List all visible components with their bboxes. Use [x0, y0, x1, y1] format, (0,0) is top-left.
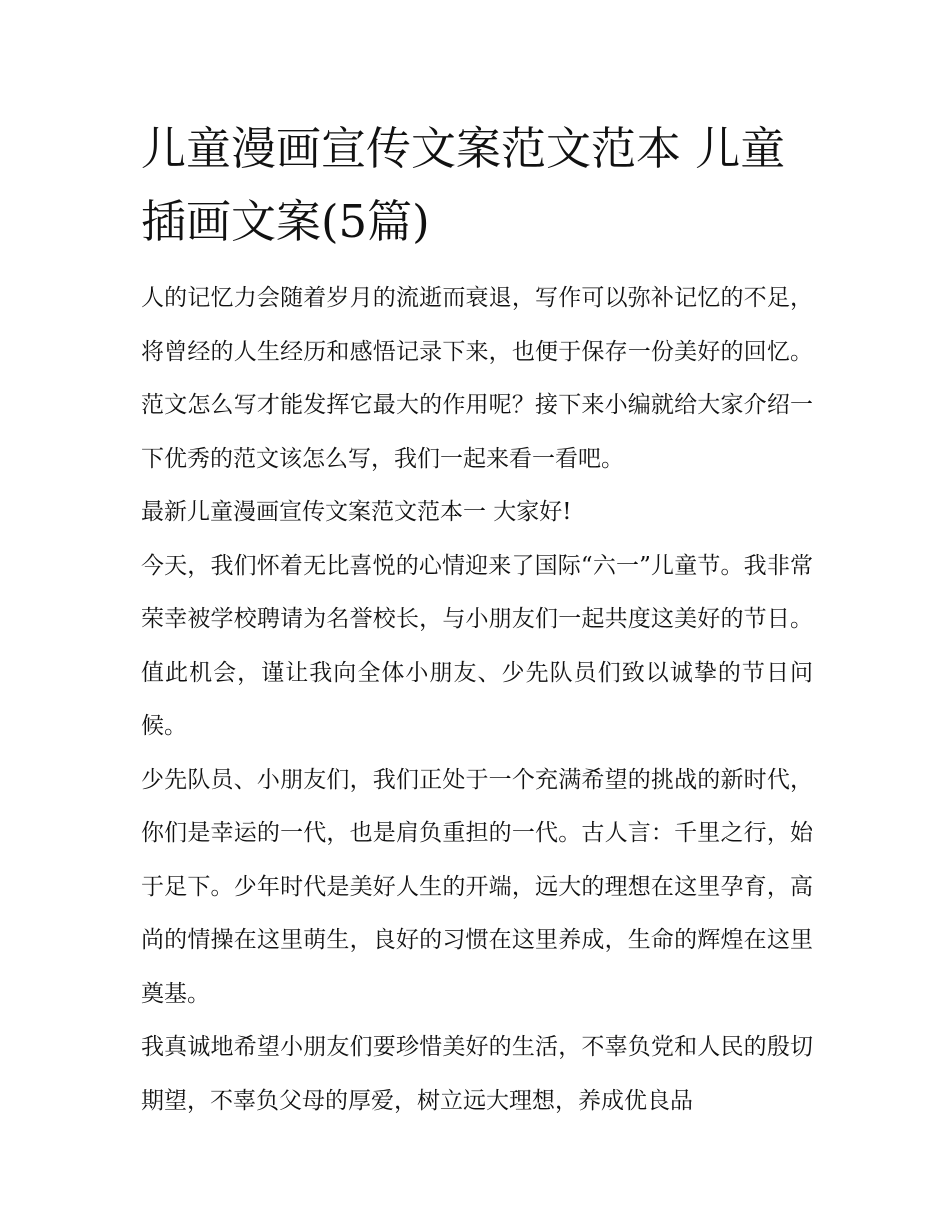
paragraph-intro: 人的记忆力会随着岁月的流逝而衰退，写作可以弥补记忆的不足，将曾经的人生经历和感悟记录下来，也便于保存一份美好的回忆。范文怎么写才能发挥它最大的作用呢？接下来小编就给大家介绍一下优秀的范文该怎么写，我们一起来看一看吧。 — [141, 285, 813, 472]
paragraph-childrens-day: 今天，我们怀着无比喜悦的心情迎来了国际“六一”儿童节。我非常荣幸被学校聘请为名誉校长，与小朋友们一起共度这美好的节日。值此机会，谨让我向全体小朋友、少先队员们致以诚挚的节日问候。 — [141, 552, 813, 739]
document-body — [141, 112, 813, 1128]
document-title: 儿童漫画宣传文案范文范本 儿童插画文案(5篇) — [141, 122, 786, 248]
paragraph-heading-greeting: 最新儿童漫画宣传文案范文范本一 大家好! — [141, 499, 572, 525]
paragraph-new-era: 少先队员、小朋友们，我们正处于一个充满希望的挑战的新时代，你们是幸运的一代，也是肩负重担的一代。古人言：千里之行，始于足下。少年时代是美好人生的开端，远大的理想在这里孕育，高尚的情操在这里萌生，良好的习惯在这里养成，生命的辉煌在这里奠基。 — [141, 766, 813, 1007]
document-paragraphs — [141, 272, 813, 1128]
paragraph-hope: 我真诚地希望小朋友们要珍惜美好的生活，不辜负党和人民的殷切期望，不辜负父母的厚爱，树立远大理想，养成优良品 — [141, 1034, 813, 1114]
